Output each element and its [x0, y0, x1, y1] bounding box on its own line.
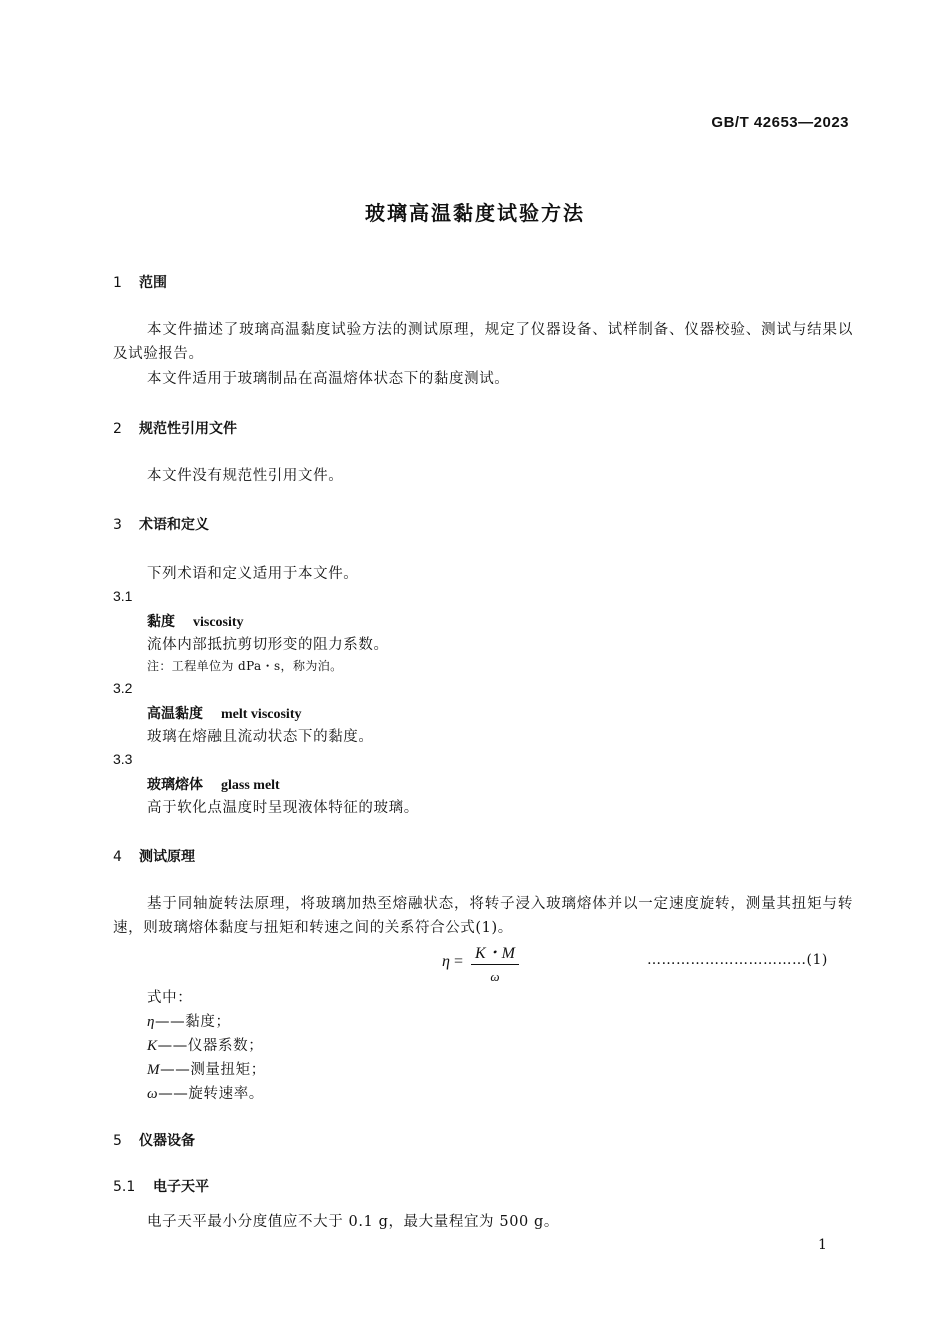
section-1-paragraph-2: 本文件适用于玻璃制品在高温熔体状态下的黏度测试。 [147, 371, 510, 387]
subsection-title: 电子天平 [153, 1179, 209, 1195]
term-definition: 玻璃在熔融且流动状态下的黏度。 [147, 729, 374, 745]
section-title: 仪器设备 [139, 1133, 195, 1149]
term-definition: 流体内部抵抗剪切形变的阻力系数。 [147, 637, 389, 653]
section-number: 4 [113, 849, 122, 865]
term-definition: 高于软化点温度时呈现液体特征的玻璃。 [147, 800, 419, 816]
subsection-5-1-paragraph: 电子天平最小分度值应不大于 0.1 g，最大量程宜为 500 g。 [147, 1214, 560, 1230]
section-title: 规范性引用文件 [139, 421, 237, 437]
term-zh: 高温黏度 [147, 706, 203, 722]
symbol-desc: 旋转速率。 [188, 1086, 264, 1102]
section-2-heading [113, 418, 237, 438]
term-heading [147, 774, 280, 794]
section-4-paragraph: 基于同轴旋转法原理，将玻璃加热至熔融状态，将转子浸入玻璃熔体并以一定速度旋转，测量其扭矩与转速，则玻璃熔体黏度与扭矩和转速之间的关系符合公式(1)。 [113, 896, 853, 936]
formula-denominator: ω [490, 969, 500, 984]
term-zh: 玻璃熔体 [147, 777, 203, 793]
symbol-desc: 测量扭矩； [190, 1062, 266, 1078]
section-3-heading [113, 514, 209, 534]
section-number: 1 [113, 275, 122, 291]
symbol-dash: —— [158, 1086, 189, 1102]
term-heading [147, 703, 301, 723]
equation-number: ……………………………(1) [647, 952, 828, 968]
subsection-5-1-heading [113, 1176, 209, 1196]
symbol: η [147, 1014, 156, 1030]
where-label: 式中： [147, 990, 193, 1006]
standard-code: GB/T 42653—2023 [711, 114, 849, 131]
symbol-definition [147, 1034, 263, 1055]
symbol: M [147, 1062, 161, 1078]
section-number: 2 [113, 421, 122, 437]
term-note: 注：工程单位为 dPa・s，称为泊。 [147, 659, 343, 673]
term-number: 3.1 [113, 588, 133, 604]
symbol: K [147, 1038, 158, 1054]
term-number: 3.2 [113, 680, 133, 696]
term-zh: 黏度 [147, 614, 175, 630]
symbol: ω [147, 1086, 159, 1102]
subsection-number: 5.1 [113, 1179, 136, 1195]
symbol-definition [147, 1010, 231, 1031]
section-title: 测试原理 [139, 849, 195, 865]
formula-lhs: η [442, 953, 450, 971]
section-3-intro: 下列术语和定义适用于本文件。 [147, 566, 359, 582]
formula-equals: = [453, 953, 463, 971]
section-4-heading [113, 846, 195, 866]
section-5-heading [113, 1130, 195, 1150]
section-1-heading [113, 272, 167, 292]
symbol-dash: —— [155, 1014, 186, 1030]
term-en: melt viscosity [221, 707, 302, 722]
term-heading [147, 611, 244, 631]
formula-fraction [471, 940, 519, 985]
symbol-dash: —— [157, 1038, 188, 1054]
symbol-definition [147, 1082, 264, 1103]
page-number: 1 [818, 1237, 827, 1253]
section-title: 范围 [139, 275, 167, 291]
section-1-paragraph-1: 本文件描述了玻璃高温黏度试验方法的测试原理，规定了仪器设备、试样制备、仪器校验、测试与结果以及试验报告。 [113, 322, 853, 362]
symbol-dash: —— [160, 1062, 191, 1078]
term-en: viscosity [193, 615, 244, 630]
term-number: 3.3 [113, 751, 133, 767]
symbol-definition [147, 1058, 266, 1079]
section-title: 术语和定义 [139, 517, 209, 533]
document-title: 玻璃高温黏度试验方法 [365, 201, 585, 225]
formula-1 [442, 940, 519, 985]
symbol-desc: 仪器系数； [187, 1038, 264, 1054]
symbol-desc: 黏度； [185, 1014, 231, 1030]
term-en: glass melt [221, 778, 280, 793]
formula-numerator: K・M [471, 940, 519, 965]
section-2-paragraph: 本文件没有规范性引用文件。 [147, 468, 344, 484]
section-number: 3 [113, 517, 122, 533]
section-number: 5 [113, 1133, 122, 1149]
